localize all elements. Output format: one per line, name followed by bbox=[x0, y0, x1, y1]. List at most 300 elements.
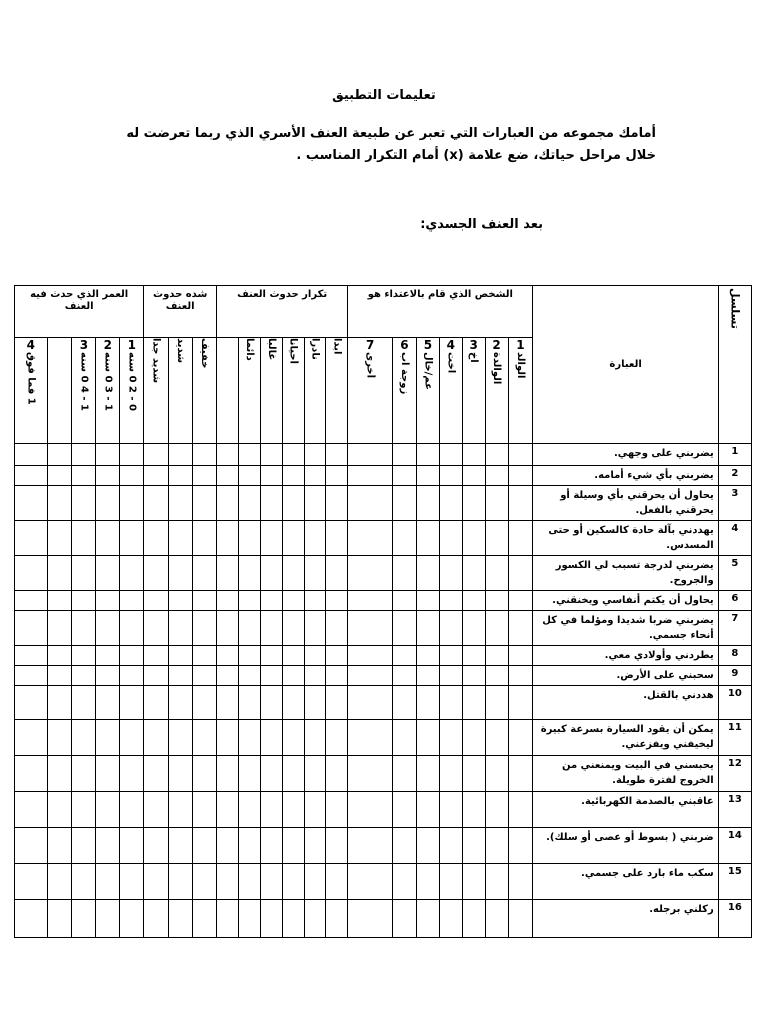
answer-cell[interactable] bbox=[239, 756, 261, 792]
answer-cell[interactable] bbox=[485, 486, 508, 521]
answer-cell[interactable] bbox=[416, 666, 439, 686]
answer-cell[interactable] bbox=[282, 486, 304, 521]
answer-cell[interactable] bbox=[260, 756, 282, 792]
answer-cell[interactable] bbox=[439, 828, 462, 864]
answer-cell[interactable] bbox=[348, 666, 393, 686]
answer-cell[interactable] bbox=[193, 466, 217, 486]
answer-cell[interactable] bbox=[169, 521, 193, 556]
answer-cell[interactable] bbox=[47, 444, 72, 466]
answer-cell[interactable] bbox=[393, 556, 417, 591]
answer-cell[interactable] bbox=[15, 756, 48, 792]
answer-cell[interactable] bbox=[169, 864, 193, 900]
answer-cell[interactable] bbox=[239, 792, 261, 828]
answer-cell[interactable] bbox=[348, 611, 393, 646]
answer-cell[interactable] bbox=[439, 720, 462, 756]
answer-cell[interactable] bbox=[72, 486, 96, 521]
answer-cell[interactable] bbox=[462, 666, 485, 686]
answer-cell[interactable] bbox=[72, 466, 96, 486]
answer-cell[interactable] bbox=[169, 756, 193, 792]
answer-cell[interactable] bbox=[326, 828, 348, 864]
answer-cell[interactable] bbox=[217, 646, 239, 666]
answer-cell[interactable] bbox=[193, 486, 217, 521]
answer-cell[interactable] bbox=[304, 828, 326, 864]
answer-cell[interactable] bbox=[193, 864, 217, 900]
answer-cell[interactable] bbox=[462, 686, 485, 720]
answer-cell[interactable] bbox=[282, 466, 304, 486]
answer-cell[interactable] bbox=[282, 666, 304, 686]
answer-cell[interactable] bbox=[193, 686, 217, 720]
answer-cell[interactable] bbox=[217, 792, 239, 828]
answer-cell[interactable] bbox=[96, 556, 120, 591]
answer-cell[interactable] bbox=[15, 591, 48, 611]
answer-cell[interactable] bbox=[304, 756, 326, 792]
answer-cell[interactable] bbox=[72, 828, 96, 864]
answer-cell[interactable] bbox=[15, 828, 48, 864]
answer-cell[interactable] bbox=[416, 444, 439, 466]
answer-cell[interactable] bbox=[15, 720, 48, 756]
answer-cell[interactable] bbox=[508, 666, 533, 686]
answer-cell[interactable] bbox=[439, 756, 462, 792]
answer-cell[interactable] bbox=[326, 646, 348, 666]
answer-cell[interactable] bbox=[462, 828, 485, 864]
answer-cell[interactable] bbox=[96, 686, 120, 720]
answer-cell[interactable] bbox=[304, 611, 326, 646]
answer-cell[interactable] bbox=[326, 486, 348, 521]
answer-cell[interactable] bbox=[169, 486, 193, 521]
answer-cell[interactable] bbox=[393, 521, 417, 556]
answer-cell[interactable] bbox=[485, 666, 508, 686]
answer-cell[interactable] bbox=[72, 686, 96, 720]
answer-cell[interactable] bbox=[239, 556, 261, 591]
answer-cell[interactable] bbox=[348, 591, 393, 611]
answer-cell[interactable] bbox=[485, 686, 508, 720]
answer-cell[interactable] bbox=[144, 792, 169, 828]
answer-cell[interactable] bbox=[15, 864, 48, 900]
answer-cell[interactable] bbox=[439, 521, 462, 556]
answer-cell[interactable] bbox=[120, 756, 144, 792]
answer-cell[interactable] bbox=[96, 792, 120, 828]
answer-cell[interactable] bbox=[508, 521, 533, 556]
answer-cell[interactable] bbox=[260, 666, 282, 686]
answer-cell[interactable] bbox=[304, 466, 326, 486]
answer-cell[interactable] bbox=[326, 720, 348, 756]
answer-cell[interactable] bbox=[326, 792, 348, 828]
answer-cell[interactable] bbox=[193, 591, 217, 611]
answer-cell[interactable] bbox=[462, 444, 485, 466]
answer-cell[interactable] bbox=[393, 466, 417, 486]
answer-cell[interactable] bbox=[393, 444, 417, 466]
answer-cell[interactable] bbox=[485, 792, 508, 828]
answer-cell[interactable] bbox=[96, 756, 120, 792]
answer-cell[interactable] bbox=[348, 486, 393, 521]
answer-cell[interactable] bbox=[72, 646, 96, 666]
answer-cell[interactable] bbox=[239, 900, 261, 938]
answer-cell[interactable] bbox=[282, 611, 304, 646]
answer-cell[interactable] bbox=[326, 556, 348, 591]
answer-cell[interactable] bbox=[193, 666, 217, 686]
answer-cell[interactable] bbox=[326, 521, 348, 556]
answer-cell[interactable] bbox=[393, 792, 417, 828]
answer-cell[interactable] bbox=[169, 828, 193, 864]
answer-cell[interactable] bbox=[120, 486, 144, 521]
answer-cell[interactable] bbox=[47, 466, 72, 486]
answer-cell[interactable] bbox=[416, 900, 439, 938]
answer-cell[interactable] bbox=[508, 444, 533, 466]
answer-cell[interactable] bbox=[239, 591, 261, 611]
answer-cell[interactable] bbox=[260, 900, 282, 938]
answer-cell[interactable] bbox=[144, 466, 169, 486]
answer-cell[interactable] bbox=[120, 466, 144, 486]
answer-cell[interactable] bbox=[239, 466, 261, 486]
answer-cell[interactable] bbox=[260, 521, 282, 556]
answer-cell[interactable] bbox=[217, 591, 239, 611]
answer-cell[interactable] bbox=[508, 611, 533, 646]
answer-cell[interactable] bbox=[326, 900, 348, 938]
answer-cell[interactable] bbox=[217, 444, 239, 466]
answer-cell[interactable] bbox=[144, 611, 169, 646]
answer-cell[interactable] bbox=[393, 591, 417, 611]
answer-cell[interactable] bbox=[485, 591, 508, 611]
answer-cell[interactable] bbox=[169, 686, 193, 720]
answer-cell[interactable] bbox=[169, 792, 193, 828]
answer-cell[interactable] bbox=[326, 591, 348, 611]
answer-cell[interactable] bbox=[193, 756, 217, 792]
answer-cell[interactable] bbox=[348, 720, 393, 756]
answer-cell[interactable] bbox=[169, 444, 193, 466]
answer-cell[interactable] bbox=[47, 611, 72, 646]
answer-cell[interactable] bbox=[193, 556, 217, 591]
answer-cell[interactable] bbox=[239, 666, 261, 686]
answer-cell[interactable] bbox=[416, 646, 439, 666]
answer-cell[interactable] bbox=[120, 828, 144, 864]
answer-cell[interactable] bbox=[304, 646, 326, 666]
answer-cell[interactable] bbox=[439, 646, 462, 666]
answer-cell[interactable] bbox=[304, 444, 326, 466]
answer-cell[interactable] bbox=[348, 900, 393, 938]
answer-cell[interactable] bbox=[47, 521, 72, 556]
answer-cell[interactable] bbox=[508, 720, 533, 756]
answer-cell[interactable] bbox=[260, 591, 282, 611]
answer-cell[interactable] bbox=[120, 900, 144, 938]
answer-cell[interactable] bbox=[144, 486, 169, 521]
answer-cell[interactable] bbox=[439, 864, 462, 900]
answer-cell[interactable] bbox=[304, 521, 326, 556]
answer-cell[interactable] bbox=[120, 591, 144, 611]
answer-cell[interactable] bbox=[508, 792, 533, 828]
answer-cell[interactable] bbox=[393, 900, 417, 938]
answer-cell[interactable] bbox=[47, 486, 72, 521]
answer-cell[interactable] bbox=[348, 556, 393, 591]
answer-cell[interactable] bbox=[193, 828, 217, 864]
answer-cell[interactable] bbox=[485, 556, 508, 591]
answer-cell[interactable] bbox=[169, 466, 193, 486]
answer-cell[interactable] bbox=[260, 720, 282, 756]
answer-cell[interactable] bbox=[485, 864, 508, 900]
answer-cell[interactable] bbox=[304, 792, 326, 828]
answer-cell[interactable] bbox=[508, 591, 533, 611]
answer-cell[interactable] bbox=[15, 686, 48, 720]
answer-cell[interactable] bbox=[348, 521, 393, 556]
answer-cell[interactable] bbox=[304, 686, 326, 720]
answer-cell[interactable] bbox=[96, 466, 120, 486]
answer-cell[interactable] bbox=[508, 900, 533, 938]
answer-cell[interactable] bbox=[260, 444, 282, 466]
answer-cell[interactable] bbox=[393, 864, 417, 900]
answer-cell[interactable] bbox=[193, 900, 217, 938]
answer-cell[interactable] bbox=[462, 646, 485, 666]
answer-cell[interactable] bbox=[47, 646, 72, 666]
answer-cell[interactable] bbox=[348, 792, 393, 828]
answer-cell[interactable] bbox=[282, 444, 304, 466]
answer-cell[interactable] bbox=[304, 591, 326, 611]
answer-cell[interactable] bbox=[485, 646, 508, 666]
answer-cell[interactable] bbox=[393, 646, 417, 666]
answer-cell[interactable] bbox=[47, 720, 72, 756]
answer-cell[interactable] bbox=[47, 756, 72, 792]
answer-cell[interactable] bbox=[304, 556, 326, 591]
answer-cell[interactable] bbox=[47, 666, 72, 686]
answer-cell[interactable] bbox=[15, 486, 48, 521]
answer-cell[interactable] bbox=[439, 466, 462, 486]
answer-cell[interactable] bbox=[326, 686, 348, 720]
answer-cell[interactable] bbox=[485, 444, 508, 466]
answer-cell[interactable] bbox=[193, 792, 217, 828]
answer-cell[interactable] bbox=[260, 864, 282, 900]
answer-cell[interactable] bbox=[120, 556, 144, 591]
answer-cell[interactable] bbox=[416, 556, 439, 591]
answer-cell[interactable] bbox=[96, 646, 120, 666]
answer-cell[interactable] bbox=[239, 486, 261, 521]
answer-cell[interactable] bbox=[15, 611, 48, 646]
answer-cell[interactable] bbox=[217, 828, 239, 864]
answer-cell[interactable] bbox=[260, 486, 282, 521]
answer-cell[interactable] bbox=[239, 611, 261, 646]
answer-cell[interactable] bbox=[169, 900, 193, 938]
answer-cell[interactable] bbox=[282, 686, 304, 720]
answer-cell[interactable] bbox=[485, 720, 508, 756]
answer-cell[interactable] bbox=[120, 521, 144, 556]
answer-cell[interactable] bbox=[169, 646, 193, 666]
answer-cell[interactable] bbox=[462, 556, 485, 591]
answer-cell[interactable] bbox=[144, 864, 169, 900]
answer-cell[interactable] bbox=[15, 666, 48, 686]
answer-cell[interactable] bbox=[348, 828, 393, 864]
answer-cell[interactable] bbox=[120, 646, 144, 666]
answer-cell[interactable] bbox=[416, 686, 439, 720]
answer-cell[interactable] bbox=[239, 686, 261, 720]
answer-cell[interactable] bbox=[217, 611, 239, 646]
answer-cell[interactable] bbox=[348, 756, 393, 792]
answer-cell[interactable] bbox=[462, 591, 485, 611]
answer-cell[interactable] bbox=[169, 556, 193, 591]
answer-cell[interactable] bbox=[120, 686, 144, 720]
answer-cell[interactable] bbox=[485, 828, 508, 864]
answer-cell[interactable] bbox=[508, 556, 533, 591]
answer-cell[interactable] bbox=[416, 611, 439, 646]
answer-cell[interactable] bbox=[96, 521, 120, 556]
answer-cell[interactable] bbox=[193, 611, 217, 646]
answer-cell[interactable] bbox=[508, 756, 533, 792]
answer-cell[interactable] bbox=[462, 720, 485, 756]
answer-cell[interactable] bbox=[15, 521, 48, 556]
answer-cell[interactable] bbox=[217, 466, 239, 486]
answer-cell[interactable] bbox=[439, 686, 462, 720]
answer-cell[interactable] bbox=[47, 900, 72, 938]
answer-cell[interactable] bbox=[217, 720, 239, 756]
answer-cell[interactable] bbox=[416, 756, 439, 792]
answer-cell[interactable] bbox=[169, 666, 193, 686]
answer-cell[interactable] bbox=[72, 792, 96, 828]
answer-cell[interactable] bbox=[144, 756, 169, 792]
answer-cell[interactable] bbox=[508, 486, 533, 521]
answer-cell[interactable] bbox=[217, 486, 239, 521]
answer-cell[interactable] bbox=[96, 720, 120, 756]
answer-cell[interactable] bbox=[304, 864, 326, 900]
answer-cell[interactable] bbox=[15, 900, 48, 938]
answer-cell[interactable] bbox=[304, 720, 326, 756]
answer-cell[interactable] bbox=[169, 591, 193, 611]
answer-cell[interactable] bbox=[508, 864, 533, 900]
answer-cell[interactable] bbox=[439, 666, 462, 686]
answer-cell[interactable] bbox=[326, 864, 348, 900]
answer-cell[interactable] bbox=[217, 686, 239, 720]
answer-cell[interactable] bbox=[72, 611, 96, 646]
answer-cell[interactable] bbox=[72, 521, 96, 556]
answer-cell[interactable] bbox=[462, 521, 485, 556]
answer-cell[interactable] bbox=[144, 521, 169, 556]
answer-cell[interactable] bbox=[144, 646, 169, 666]
answer-cell[interactable] bbox=[120, 444, 144, 466]
answer-cell[interactable] bbox=[72, 864, 96, 900]
answer-cell[interactable] bbox=[260, 792, 282, 828]
answer-cell[interactable] bbox=[72, 756, 96, 792]
answer-cell[interactable] bbox=[393, 666, 417, 686]
answer-cell[interactable] bbox=[217, 756, 239, 792]
answer-cell[interactable] bbox=[326, 756, 348, 792]
answer-cell[interactable] bbox=[508, 466, 533, 486]
answer-cell[interactable] bbox=[282, 521, 304, 556]
answer-cell[interactable] bbox=[439, 611, 462, 646]
answer-cell[interactable] bbox=[348, 686, 393, 720]
answer-cell[interactable] bbox=[72, 900, 96, 938]
answer-cell[interactable] bbox=[416, 828, 439, 864]
answer-cell[interactable] bbox=[439, 900, 462, 938]
answer-cell[interactable] bbox=[96, 666, 120, 686]
answer-cell[interactable] bbox=[96, 591, 120, 611]
answer-cell[interactable] bbox=[462, 864, 485, 900]
answer-cell[interactable] bbox=[282, 720, 304, 756]
answer-cell[interactable] bbox=[193, 444, 217, 466]
answer-cell[interactable] bbox=[462, 900, 485, 938]
answer-cell[interactable] bbox=[96, 611, 120, 646]
answer-cell[interactable] bbox=[416, 792, 439, 828]
answer-cell[interactable] bbox=[416, 521, 439, 556]
answer-cell[interactable] bbox=[144, 666, 169, 686]
answer-cell[interactable] bbox=[217, 556, 239, 591]
answer-cell[interactable] bbox=[15, 444, 48, 466]
answer-cell[interactable] bbox=[120, 864, 144, 900]
answer-cell[interactable] bbox=[393, 720, 417, 756]
answer-cell[interactable] bbox=[485, 756, 508, 792]
answer-cell[interactable] bbox=[120, 792, 144, 828]
answer-cell[interactable] bbox=[47, 591, 72, 611]
answer-cell[interactable] bbox=[393, 611, 417, 646]
answer-cell[interactable] bbox=[239, 720, 261, 756]
answer-cell[interactable] bbox=[193, 720, 217, 756]
answer-cell[interactable] bbox=[193, 521, 217, 556]
answer-cell[interactable] bbox=[15, 792, 48, 828]
answer-cell[interactable] bbox=[47, 556, 72, 591]
answer-cell[interactable] bbox=[47, 828, 72, 864]
answer-cell[interactable] bbox=[462, 466, 485, 486]
answer-cell[interactable] bbox=[144, 686, 169, 720]
answer-cell[interactable] bbox=[439, 792, 462, 828]
answer-cell[interactable] bbox=[239, 444, 261, 466]
answer-cell[interactable] bbox=[485, 466, 508, 486]
answer-cell[interactable] bbox=[282, 864, 304, 900]
answer-cell[interactable] bbox=[508, 828, 533, 864]
answer-cell[interactable] bbox=[217, 666, 239, 686]
answer-cell[interactable] bbox=[217, 864, 239, 900]
answer-cell[interactable] bbox=[282, 792, 304, 828]
answer-cell[interactable] bbox=[462, 611, 485, 646]
answer-cell[interactable] bbox=[508, 686, 533, 720]
answer-cell[interactable] bbox=[72, 720, 96, 756]
answer-cell[interactable] bbox=[239, 521, 261, 556]
answer-cell[interactable] bbox=[144, 828, 169, 864]
answer-cell[interactable] bbox=[260, 556, 282, 591]
answer-cell[interactable] bbox=[260, 611, 282, 646]
answer-cell[interactable] bbox=[439, 591, 462, 611]
answer-cell[interactable] bbox=[47, 792, 72, 828]
answer-cell[interactable] bbox=[144, 900, 169, 938]
answer-cell[interactable] bbox=[282, 556, 304, 591]
answer-cell[interactable] bbox=[15, 646, 48, 666]
answer-cell[interactable] bbox=[144, 556, 169, 591]
answer-cell[interactable] bbox=[144, 444, 169, 466]
answer-cell[interactable] bbox=[239, 828, 261, 864]
answer-cell[interactable] bbox=[439, 486, 462, 521]
answer-cell[interactable] bbox=[326, 611, 348, 646]
answer-cell[interactable] bbox=[282, 591, 304, 611]
answer-cell[interactable] bbox=[96, 486, 120, 521]
answer-cell[interactable] bbox=[120, 666, 144, 686]
answer-cell[interactable] bbox=[416, 720, 439, 756]
answer-cell[interactable] bbox=[416, 486, 439, 521]
answer-cell[interactable] bbox=[416, 466, 439, 486]
answer-cell[interactable] bbox=[348, 646, 393, 666]
answer-cell[interactable] bbox=[169, 611, 193, 646]
answer-cell[interactable] bbox=[96, 864, 120, 900]
answer-cell[interactable] bbox=[96, 444, 120, 466]
answer-cell[interactable] bbox=[304, 666, 326, 686]
answer-cell[interactable] bbox=[260, 466, 282, 486]
answer-cell[interactable] bbox=[47, 864, 72, 900]
answer-cell[interactable] bbox=[15, 556, 48, 591]
answer-cell[interactable] bbox=[462, 486, 485, 521]
answer-cell[interactable] bbox=[217, 900, 239, 938]
answer-cell[interactable] bbox=[348, 864, 393, 900]
answer-cell[interactable] bbox=[326, 466, 348, 486]
answer-cell[interactable] bbox=[120, 611, 144, 646]
answer-cell[interactable] bbox=[193, 646, 217, 666]
answer-cell[interactable] bbox=[416, 591, 439, 611]
answer-cell[interactable] bbox=[508, 646, 533, 666]
answer-cell[interactable] bbox=[260, 646, 282, 666]
answer-cell[interactable] bbox=[462, 756, 485, 792]
answer-cell[interactable] bbox=[485, 900, 508, 938]
answer-cell[interactable] bbox=[439, 444, 462, 466]
